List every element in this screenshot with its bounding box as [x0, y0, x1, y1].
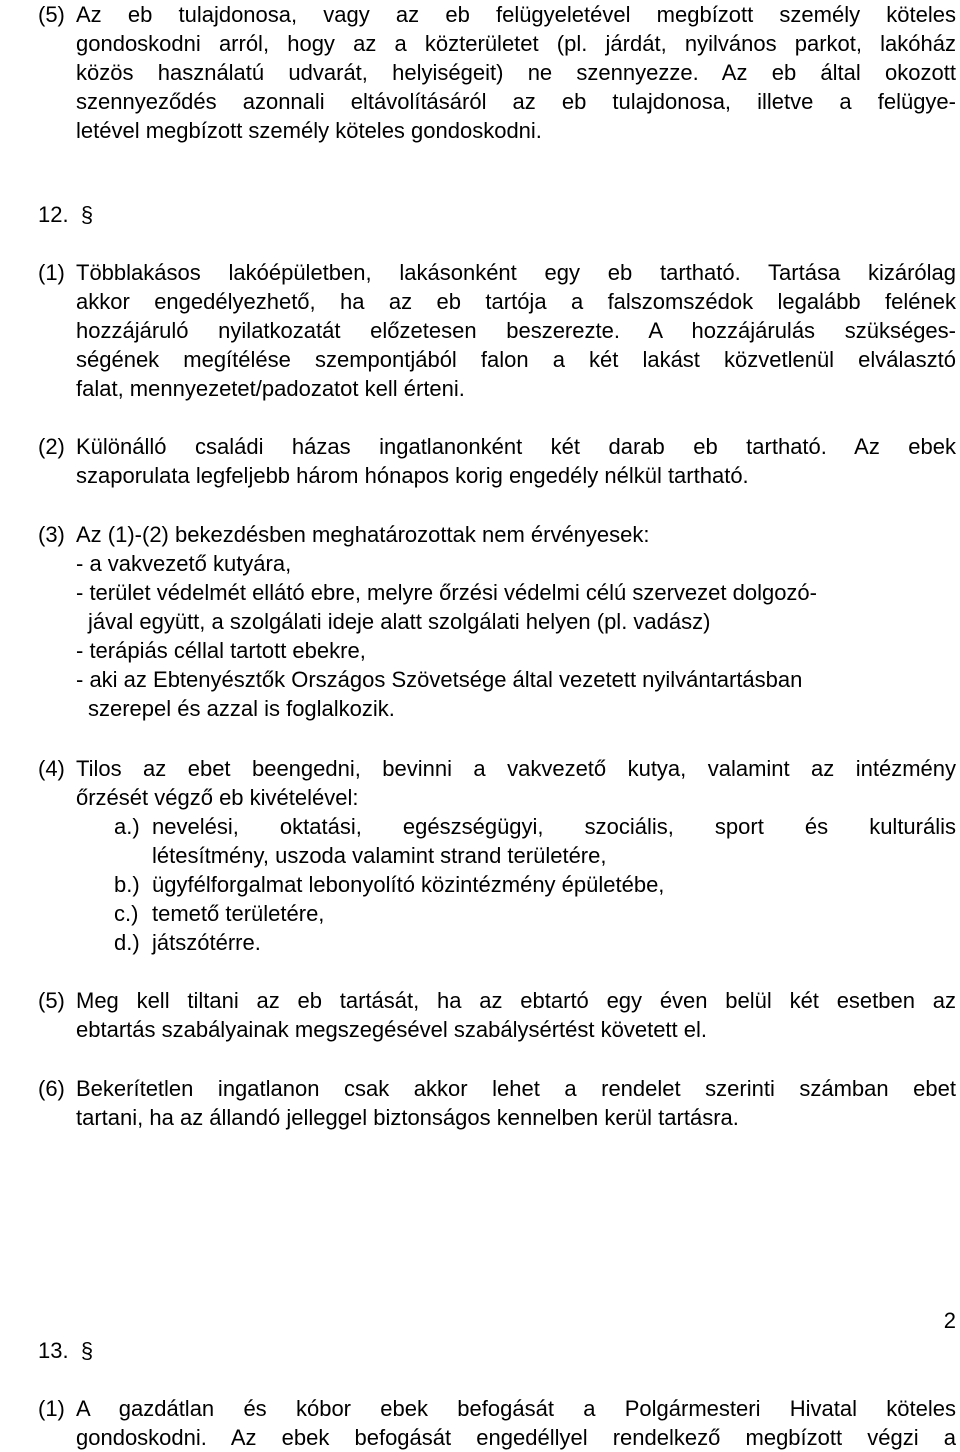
paragraph-12-4 — [38, 754, 956, 957]
text-line: akkor engedélyezhető, ha az eb tartója a falszomszédok legalább felének — [76, 289, 956, 314]
paragraph-number: (2) — [38, 434, 65, 459]
list-item: - a vakvezető kutyára, — [76, 551, 292, 576]
text-line: Bekerítetlen ingatlanon csak akkor lehet a rendelet szerinti számban ebet — [76, 1076, 956, 1101]
text-line: szennyeződés azonnali eltávolításáról az eb tulajdonosa, illetve a felügye- — [76, 89, 956, 114]
text-line: Különálló családi házas ingatlanonként két darab eb tartható. Az ebek — [76, 434, 956, 459]
list-item-body — [152, 899, 956, 928]
paragraph-body — [76, 0, 956, 145]
text-line: tartani, ha az állandó jelleggel biztonságos kennelben kerül tartásra. — [76, 1105, 739, 1130]
text-line: Az eb tulajdonosa, vagy az eb felügyeletével megbízott személy köteles — [76, 2, 956, 27]
text-line: Tilos az ebet beengedni, bevinni a vakvezető kutya, valamint az intézmény — [76, 756, 956, 781]
text-line: gondoskodni arról, hogy az a közterületet (pl. járdát, nyilvános parkot, lakóház — [76, 31, 956, 56]
section-symbol-icon: § — [74, 1338, 94, 1363]
list-item-c — [114, 899, 956, 928]
text-line: letével megbízott személy köteles gondoskodni. — [76, 118, 542, 143]
section-number: 13. — [38, 1338, 69, 1363]
list-item-body — [152, 870, 956, 899]
text-line: Meg kell tiltani az eb tartását, ha az ebtartó egy éven belül két esetben az — [76, 988, 956, 1013]
text-line: ebtartás szabályainak megszegésével szabálysértést követett el. — [76, 1017, 707, 1042]
paragraph-12-6 — [38, 1074, 956, 1132]
list-item-label: a.) — [114, 814, 140, 839]
text-line: játszótérre. — [152, 930, 261, 955]
text-line: ügyfélforgalmat lebonyolító közintézmény épületébe, — [152, 872, 665, 897]
paragraph-body — [76, 1074, 956, 1132]
list-item: - terápiás céllal tartott ebekre, — [76, 638, 366, 663]
list-item-continuation: szerepel és azzal is foglalkozik. — [88, 696, 395, 721]
text-line: ségének megítélése szempontjából falon a két lakást közvetlenül elválasztó — [76, 347, 956, 372]
list-item-continuation: jával együtt, a szolgálati ideje alatt szolgálati helyen (pl. vadász) — [88, 609, 711, 634]
list-item-body — [152, 928, 956, 957]
paragraph-number: (6) — [38, 1076, 65, 1101]
paragraph-body — [38, 754, 956, 957]
list-item-label: d.) — [114, 930, 140, 955]
paragraph-12-2 — [38, 432, 956, 490]
text-line: gondoskodni. Az ebek befogását engedéllyel rendelkező megbízott végzi a — [76, 1425, 956, 1450]
list-item-a — [114, 812, 956, 870]
paragraph-12-3 — [38, 520, 956, 723]
list-item: - aki az Ebtenyésztők Országos Szövetsége által vezetett nyilvántartásban — [76, 667, 803, 692]
list-item-label: b.) — [114, 872, 140, 897]
text-line: közös használatú udvarát, helyiségeit) ne szennyezze. Az eb által okozott — [76, 60, 956, 85]
list-item-d — [114, 928, 956, 957]
list-item: - terület védelmét ellátó ebre, melyre őrzési védelmi célú szervezet dolgozó- — [76, 580, 817, 605]
list-item-b — [114, 870, 956, 899]
section-symbol-icon: § — [74, 202, 94, 227]
paragraph-number: (5) — [38, 2, 65, 27]
section-heading-13 — [38, 1336, 93, 1365]
paragraph-11-5 — [38, 0, 956, 145]
text-line: Többlakásos lakóépületben, lakásonként egy eb tartható. Tartása kizárólag — [76, 260, 956, 285]
text-line: nevelési, oktatási, egészségügyi, szociális, sport és kulturális — [152, 814, 956, 839]
text-line: A gazdátlan és kóbor ebek befogását a Polgármesteri Hivatal köteles — [76, 1396, 956, 1421]
text-line: szaporulata legfeljebb három hónapos korig engedély nélkül tartható. — [76, 463, 749, 488]
paragraph-body — [76, 1394, 956, 1452]
text-line: temető területére, — [152, 901, 325, 926]
paragraph-number: (4) — [38, 756, 65, 781]
paragraph-body — [76, 258, 956, 403]
paragraph-13-1 — [38, 1394, 956, 1452]
paragraph-number: (3) — [38, 522, 65, 547]
text-line: hozzájáruló nyilatkozatát előzetesen beszerezte. A hozzájárulás szükséges- — [76, 318, 956, 343]
text-line: létesítmény, uszoda valamint strand területére, — [152, 843, 607, 868]
section-heading-12 — [38, 200, 93, 229]
paragraph-body — [76, 432, 956, 490]
paragraph-12-1 — [38, 258, 956, 403]
paragraph-number: (1) — [38, 260, 65, 285]
paragraph-body — [38, 520, 956, 723]
paragraph-number: (1) — [38, 1396, 65, 1421]
text-line: Az (1)-(2) bekezdésben meghatározottak nem érvényesek: — [76, 522, 650, 547]
text-line: őrzését végző eb kivételével: — [76, 785, 359, 810]
paragraph-body — [76, 986, 956, 1044]
paragraph-number: (5) — [38, 988, 65, 1013]
list-item-body — [152, 812, 956, 870]
list-item-label: c.) — [114, 901, 139, 926]
paragraph-intro — [76, 754, 956, 812]
text-line: falat, mennyezetet/padozatot kell érteni. — [76, 376, 465, 401]
section-number: 12. — [38, 202, 69, 227]
page-number: 2 — [943, 1308, 956, 1333]
paragraph-12-5 — [38, 986, 956, 1044]
